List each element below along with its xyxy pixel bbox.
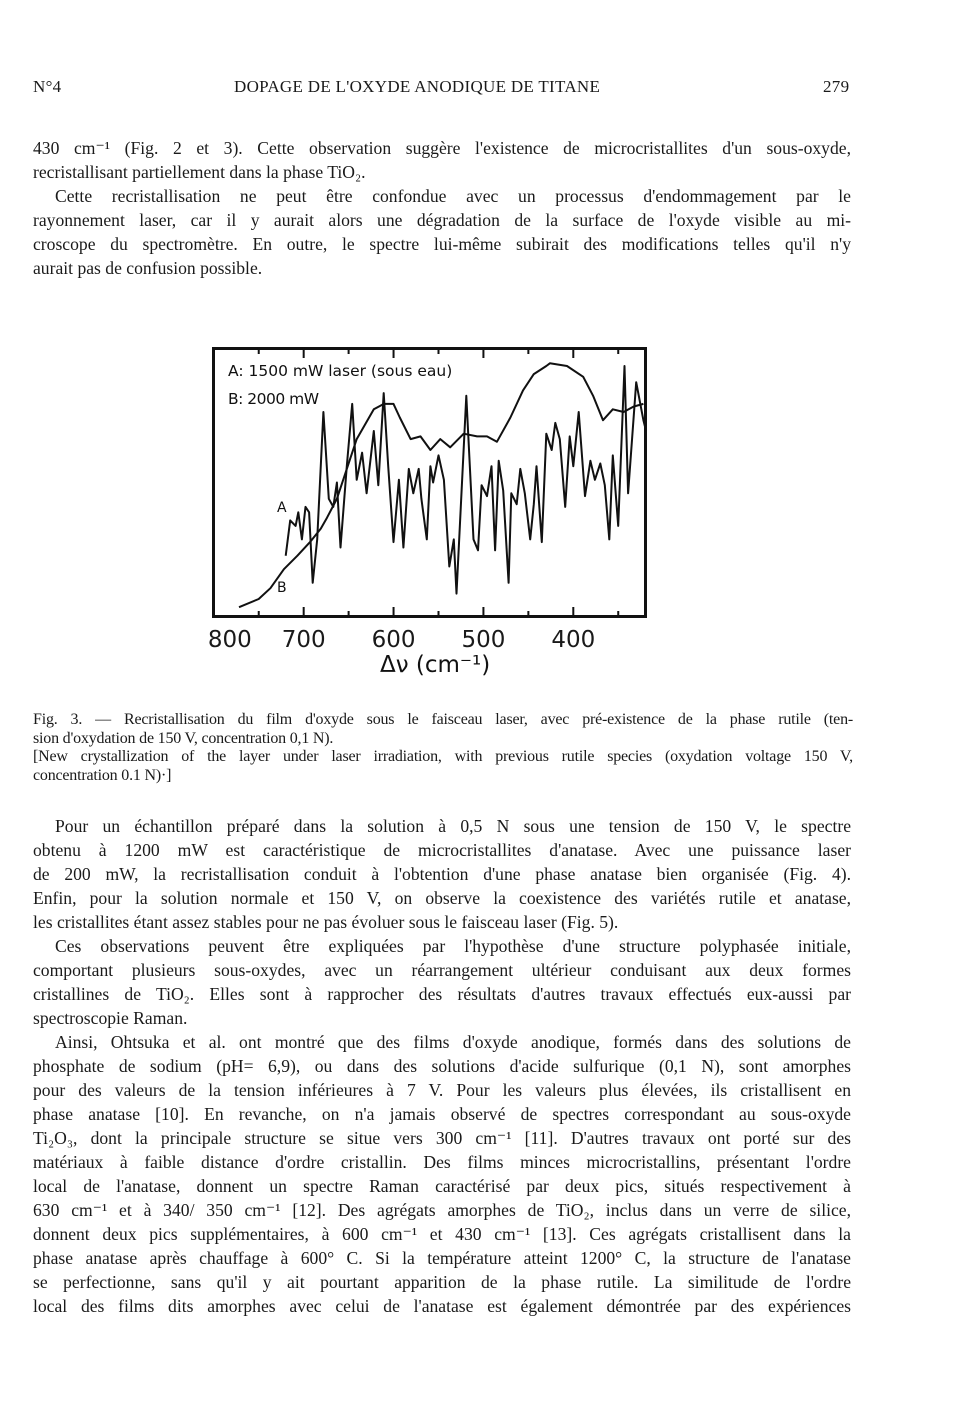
caption-line: concentration 0.1 N)·]: [33, 766, 172, 784]
text-line: phase anatase après chauffage à 600° C. Si la température atteint 1200° C, la structure de l'anatase: [33, 1248, 851, 1268]
text-line: recristallisant partiellement dans la phase TiO₂.: [33, 162, 366, 182]
text-line: spectroscopie Raman.: [33, 1008, 188, 1028]
x-axis-label: Δν (cm⁻¹): [380, 652, 491, 678]
text-line: se perfectionne, sans qu'il y ait pourtant apparition de la phase rutile. La similitude de l'ordre: [33, 1272, 851, 1292]
text-line: Ti₂O₃, dont la principale structure se situe vers 300 cm⁻¹ [11]. D'autres travaux ont porté sur des: [33, 1128, 851, 1148]
legend-a: A: 1500 mW laser (sous eau): [228, 362, 453, 380]
text-line: phase anatase [10]. En revanche, on n'a jamais observé de spectres correspondant au sous-oxyde: [33, 1104, 851, 1124]
raman-spectrum-chart: [212, 347, 647, 618]
figure-caption: [33, 711, 853, 785]
x-tick-label: 700: [281, 627, 326, 653]
caption-line: Fig. 3. — Recristallisation du film d'oxyde sous le faisceau laser, avec pré-existence de la phase rutile (ten-: [33, 711, 853, 728]
text-line: rayonnement laser, car il y aurait alors une dégradation de la surface de l'oxyde visible au mi-: [33, 210, 851, 230]
legend-b: B: 2000 mW: [228, 390, 319, 408]
text-line: croscope du spectromètre. En outre, le spectre lui-même subirait des modifications telles qu'il n'y: [33, 234, 851, 254]
body-text-bottom: [33, 814, 851, 1318]
curve-label-b: B: [277, 580, 287, 596]
text-line: local des films dits amorphes avec celui de l'anatase est également démontrée par des expériences: [33, 1296, 851, 1316]
text-line: local de l'anatase, donnent un spectre Raman caractérisé par deux pics, situés respectivement à: [33, 1176, 851, 1196]
text-line: 630 cm⁻¹ et à 340/ 350 cm⁻¹ [12]. Des agrégats amorphes de TiO₂, inclus dans un verre de silice,: [33, 1200, 851, 1220]
x-tick-label: 400: [551, 627, 596, 653]
text-line: phosphate de sodium (pH= 6,9), ou dans des solutions d'acide sulfurique (0,1 N), sont amorphes: [33, 1056, 851, 1076]
text-line: de 200 mW, la recristallisation conduit à l'obtention d'une phase anatase bien organisée (Fig. 4).: [33, 864, 851, 884]
x-tick-label: 500: [461, 627, 506, 653]
caption-line: sion d'oxydation de 150 V, concentration 0,1 N).: [33, 729, 334, 747]
text-line: matériaux à faible distance d'ordre cristallin. Des films minces microcristallins, présentant l'ordre: [33, 1152, 851, 1172]
series-a-line: [286, 366, 646, 594]
text-line: obtenu à 1200 mW est caractéristique de microcristallites d'anatase. Avec une puissance laser: [33, 840, 851, 860]
text-line: 430 cm⁻¹ (Fig. 2 et 3). Cette observation suggère l'existence de microcristallites d'un sous-oxyde,: [33, 138, 851, 158]
body-text-top: [33, 136, 851, 280]
text-line: Cette recristallisation ne peut être confondue avec un processus d'endommagement par le: [55, 186, 851, 206]
text-line: Ces observations peuvent être expliquées par l'hypothèse d'une structure polyphasée initiale,: [55, 936, 851, 956]
running-title: DOPAGE DE L'OXYDE ANODIQUE DE TITANE: [234, 77, 601, 96]
text-line: cristallines de TiO₂. Elles sont à rapprocher des résultats d'autres travaux effectués eux-aussi par: [33, 984, 851, 1004]
x-tick-label: 600: [371, 627, 416, 653]
text-line: aurait pas de confusion possible.: [33, 258, 263, 278]
page-number: 279: [823, 77, 850, 96]
text-line: donnent deux pics supplémentaires, à 600 cm⁻¹ et 430 cm⁻¹ [13]. Ces agrégats cristallisent dans la: [33, 1224, 851, 1244]
text-line: comportant plusieurs sous-oxydes, avec un réarrangement ultérieur conduisant aux deux formes: [33, 960, 851, 980]
caption-line: [New crystallization of the layer under laser irradiation, with previous rutile species (oxydation voltage 150 V,: [33, 748, 853, 765]
issue-number: N°4: [33, 77, 62, 96]
text-line: les cristallites étant assez stables pour ne pas évoluer sous le faisceau laser (Fig. 5).: [33, 912, 619, 932]
x-tick-label: 800: [207, 627, 252, 653]
text-line: pour des valeurs de la tension inférieures à 7 V. Pour les valeurs plus élevées, ils cristallisent en: [33, 1080, 851, 1100]
curve-label-a: A: [277, 500, 287, 516]
text-line: Enfin, pour la solution normale et 150 V, on observe la coexistence des variétés rutile et anatase,: [33, 888, 851, 908]
text-line: Pour un échantillon préparé dans la solution à 0,5 N sous une tension de 150 V, le spectre: [55, 816, 851, 836]
text-line: Ainsi, Ohtsuka et al. ont montré que des films d'oxyde anodique, formés dans des solutions de: [55, 1032, 851, 1052]
